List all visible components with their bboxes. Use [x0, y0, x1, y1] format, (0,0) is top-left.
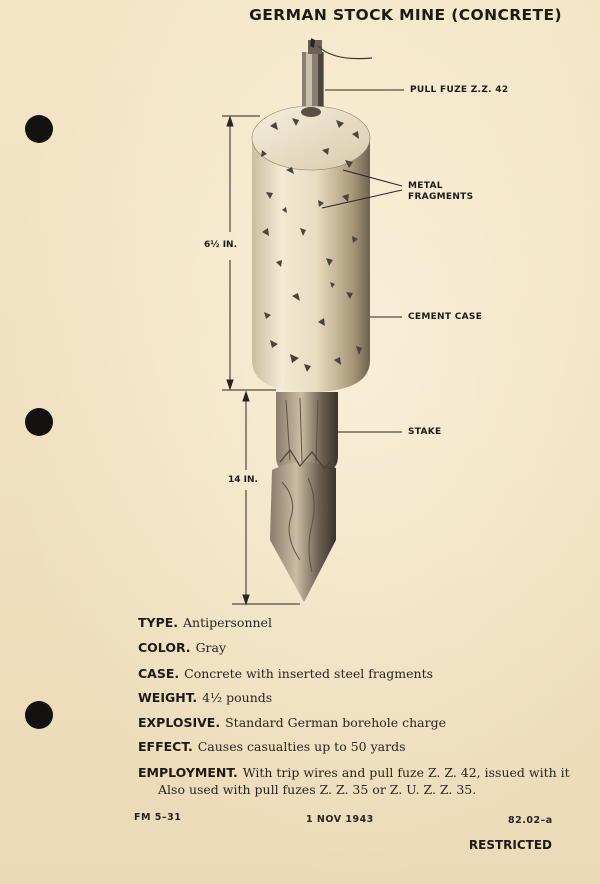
spec-value: Gray [195, 640, 227, 655]
spec-value: Antipersonnel [183, 615, 272, 630]
spec-value: 4½ pounds [202, 690, 273, 705]
spec-label: EMPLOYMENT. [138, 765, 238, 780]
footer-page-ref: 82.02–a [508, 815, 553, 826]
spec-explosive [138, 715, 446, 730]
spec-label: WEIGHT. [138, 690, 198, 705]
spec-weight [138, 690, 272, 705]
spec-value-continuation: Also used with pull fuzes Z. Z. 35 or Z. U. Z. Z. 35. [158, 782, 477, 797]
spec-label: COLOR. [138, 640, 191, 655]
callout-metal-fragments-line2: FRAGMENTS [408, 192, 474, 202]
dimension-case-height: 6½ IN. [204, 240, 238, 250]
spec-type [138, 615, 272, 630]
spec-label: CASE. [138, 666, 180, 681]
spec-value: Standard German borehole charge [225, 715, 447, 730]
footer-classification: RESTRICTED [468, 838, 552, 852]
footer-manual: FM 5–31 [134, 812, 182, 823]
spec-color [138, 640, 226, 655]
spec-effect [138, 739, 406, 754]
callout-pull-fuze: PULL FUZE Z.Z. 42 [410, 85, 509, 95]
spec-value: Concrete with inserted steel fragments [184, 666, 434, 681]
spec-label: EFFECT. [138, 739, 193, 754]
dimension-stake-length: 14 IN. [228, 475, 258, 485]
callout-cement-case: CEMENT CASE [408, 312, 483, 322]
cement-case-drawing [252, 106, 370, 392]
spec-label: TYPE. [138, 615, 179, 630]
stake-drawing [270, 392, 338, 602]
spec-value: With trip wires and pull fuze Z. Z. 42, issued with it [242, 765, 570, 780]
page-title: GERMAN STOCK MINE (CONCRETE) [249, 6, 562, 24]
callout-stake: STAKE [408, 427, 442, 437]
spec-label: EXPLOSIVE. [138, 715, 221, 730]
spec-value: Causes casualties up to 50 yards [197, 739, 406, 754]
spec-case [138, 666, 433, 681]
spec-employment [138, 764, 570, 798]
pull-fuze-drawing [302, 38, 372, 112]
callout-metal-fragments-line1: METAL [408, 181, 443, 191]
footer-date: 1 NOV 1943 [306, 814, 374, 825]
callout-metal-fragments [408, 181, 473, 203]
